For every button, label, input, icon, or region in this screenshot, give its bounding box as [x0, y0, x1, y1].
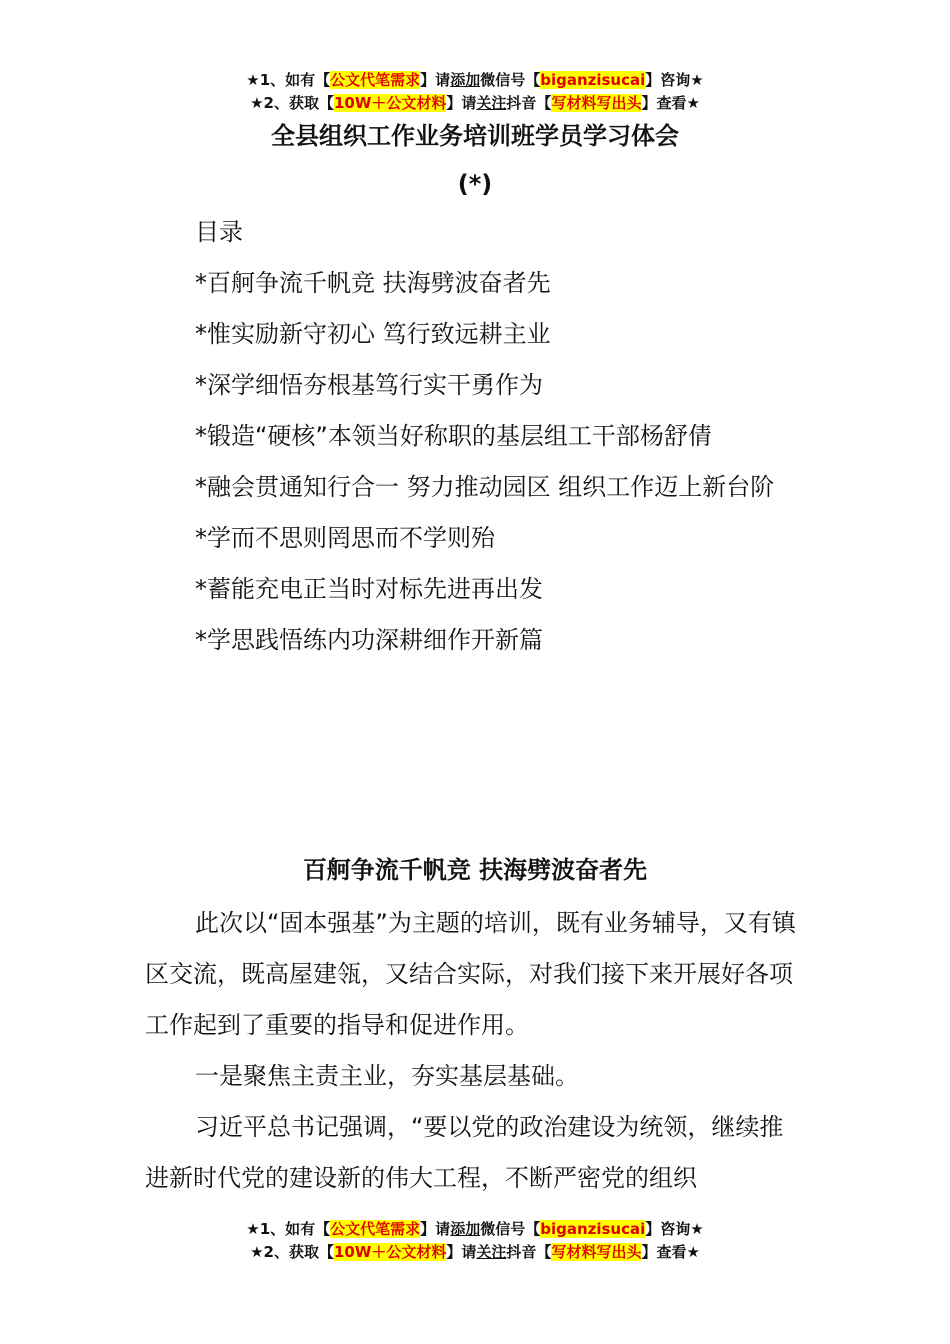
document-title: 全县组织工作业务培训班学员学习体会 — [271, 122, 679, 150]
banner-underline: 添加 — [450, 71, 481, 89]
banner-text: ★1、如有【 — [246, 71, 331, 89]
banner-text: 】请 — [446, 1243, 477, 1261]
table-of-contents — [145, 207, 807, 666]
section-title: 百舸争流千帆竞 扶海劈波奋者先 — [302, 856, 648, 884]
banner-text: 】咨询★ — [645, 71, 704, 89]
banner-text: ★2、获取【 — [250, 94, 334, 112]
banner-text: 】查看★ — [641, 1243, 700, 1261]
banner-highlight: 公文代笔需求 — [330, 71, 421, 89]
bottom-banner — [0, 1218, 950, 1264]
toc-item: *百舸争流千帆竞 扶海劈波奋者先 — [195, 269, 551, 297]
paragraph: 一是聚焦主责主业，夯实基层基础。 — [195, 1062, 579, 1090]
banner-highlight: 写材料写出头 — [551, 1243, 642, 1261]
banner-highlight: biganzisucai — [540, 71, 646, 89]
toc-item: *锻造“硬核”本领当好称职的基层组工干部杨舒倩 — [195, 422, 712, 450]
banner-text: 】咨询★ — [645, 1220, 704, 1238]
banner-text: 】请 — [420, 1220, 451, 1238]
banner-line-1 — [0, 1218, 950, 1241]
banner-underline: 关注 — [476, 1243, 507, 1261]
banner-underline: 添加 — [450, 1220, 481, 1238]
banner-line-2 — [0, 1241, 950, 1264]
body-text — [145, 898, 807, 1204]
toc-item: *学思践悟练内功深耕细作开新篇 — [195, 626, 543, 654]
banner-text: 微信号【 — [480, 71, 541, 89]
toc-item: *深学细悟夯根基笃行实干勇作为 — [195, 371, 543, 399]
banner-text: 】请 — [420, 71, 451, 89]
toc-item: *学而不思则罔思而不学则殆 — [195, 524, 495, 552]
banner-text: 】请 — [446, 94, 477, 112]
toc-item: *惟实励新守初心 笃行致远耕主业 — [195, 320, 551, 348]
banner-text: ★2、获取【 — [250, 1243, 334, 1261]
banner-highlight: 公文代笔需求 — [330, 1220, 421, 1238]
banner-underline: 关注 — [476, 94, 507, 112]
banner-text: 抖音【 — [506, 1243, 552, 1261]
banner-text: 微信号【 — [480, 1220, 541, 1238]
banner-line-2 — [0, 92, 950, 115]
banner-highlight: 10W＋公文材料 — [333, 94, 447, 112]
banner-highlight: 10W＋公文材料 — [333, 1243, 447, 1261]
banner-line-1 — [0, 69, 950, 92]
document-subtitle: (*) — [457, 170, 493, 198]
paragraph: 此次以“固本强基”为主题的培训，既有业务辅导，又有镇区交流，既高屋建瓴，又结合实际，对我们接下来开展好各项工作起到了重要的指导和促进作用。 — [145, 909, 796, 1039]
banner-highlight: biganzisucai — [540, 1220, 646, 1238]
paragraph: 习近平总书记强调，“要以党的政治建设为统领，继续推进新时代党的建设新的伟大工程，不断严密党的组织 — [145, 1113, 784, 1192]
banner-text: 】查看★ — [641, 94, 700, 112]
banner-text: ★1、如有【 — [246, 1220, 331, 1238]
banner-highlight: 写材料写出头 — [551, 94, 642, 112]
toc-item: *蓄能充电正当时对标先进再出发 — [195, 575, 543, 603]
banner-text: 抖音【 — [506, 94, 552, 112]
top-banner — [0, 69, 950, 115]
toc-heading: 目录 — [195, 218, 243, 246]
toc-item: *融会贯通知行合一 努力推动园区 组织工作迈上新台阶 — [195, 473, 775, 501]
